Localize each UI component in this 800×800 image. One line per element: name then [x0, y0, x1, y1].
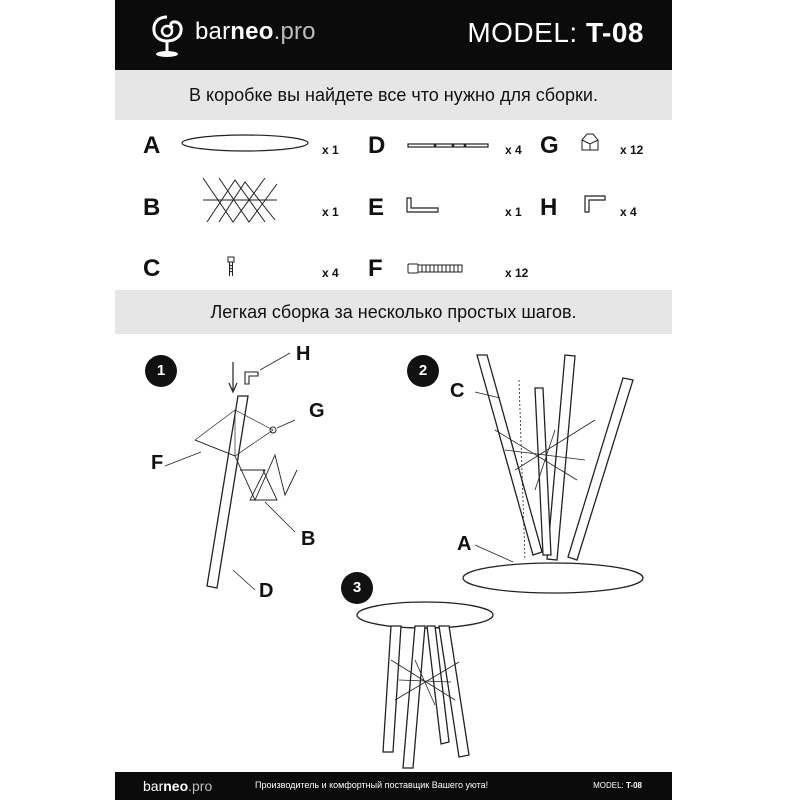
step-1-badge: 1: [145, 355, 177, 387]
part-letter-g: G: [540, 132, 559, 159]
step-1-diagram: [165, 353, 297, 590]
step-2-diagram: [463, 355, 643, 593]
part-qty-a: x 1: [322, 143, 339, 157]
part-qty-e: x 1: [505, 205, 522, 219]
part-letter-d: D: [368, 132, 386, 159]
brand-name: barneo.pro: [195, 18, 316, 45]
step-2-badge: 2: [407, 355, 439, 387]
footer-brand: barneo.pro: [143, 778, 213, 794]
footer-model: MODEL: T-08: [593, 781, 642, 790]
step-1-label-f: F: [151, 452, 164, 474]
assembly-heading: Легкая сборка за несколько простых шагов.: [115, 290, 672, 334]
step-1-label-h: H: [296, 343, 311, 365]
part-qty-b: x 1: [322, 205, 339, 219]
step-1-label-b: B: [301, 528, 316, 550]
footer-bar: [115, 772, 672, 800]
part-letter-h: H: [540, 194, 558, 221]
part-letter-a: A: [143, 132, 161, 159]
step-2-label-c: C: [450, 380, 465, 402]
part-letter-f: F: [368, 255, 383, 282]
contents-heading: В коробке вы найдете все что нужно для сборки.: [115, 70, 672, 120]
step-3-badge: 3: [341, 572, 373, 604]
part-qty-f: x 12: [505, 266, 529, 280]
step-1-label-d: D: [259, 580, 274, 602]
step-3-diagram: [357, 602, 493, 768]
part-qty-h: x 4: [620, 205, 637, 219]
instruction-sheet: [115, 0, 672, 800]
model-label: MODEL: T-08: [467, 17, 644, 48]
part-letter-c: C: [143, 255, 161, 282]
footer-tagline: Производитель и комфортный поставщик Вашего уюта!: [255, 780, 489, 790]
assembly-diagrams: [115, 0, 672, 800]
part-qty-d: x 4: [505, 143, 522, 157]
part-qty-c: x 4: [322, 266, 339, 280]
step-2-label-a: A: [457, 533, 472, 555]
part-letter-e: E: [368, 194, 385, 221]
step-1-label-g: G: [309, 400, 325, 422]
part-letter-b: B: [143, 194, 161, 221]
part-qty-g: x 12: [620, 143, 644, 157]
